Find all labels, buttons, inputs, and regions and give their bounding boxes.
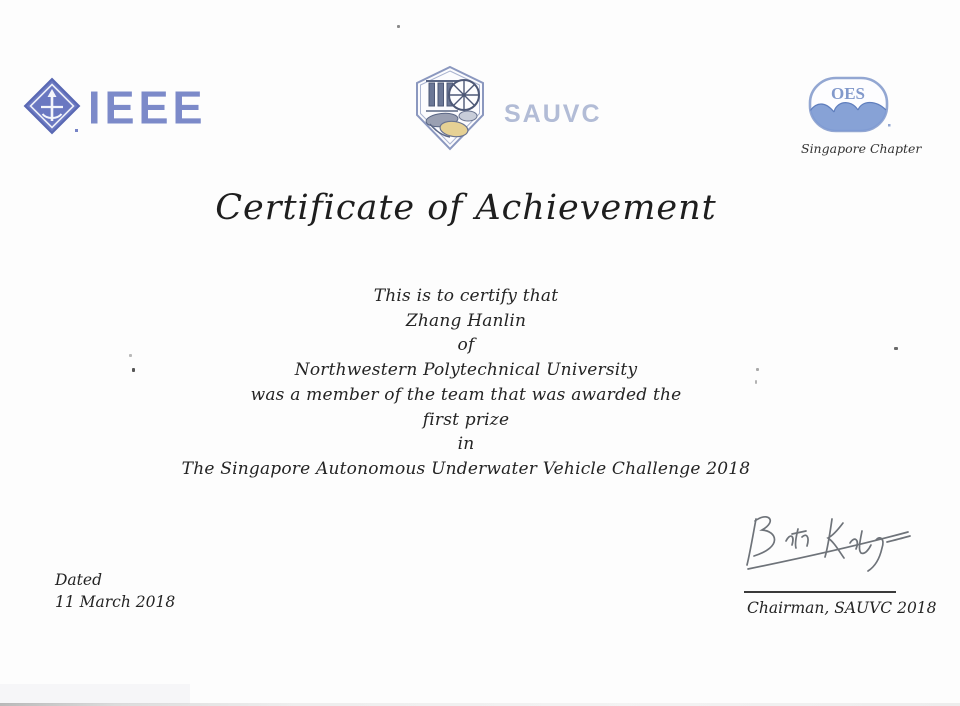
certificate-title: Certificate of Achievement [215, 188, 717, 228]
scan-speck [132, 368, 135, 372]
signatory-title: Chairman, SAUVC 2018 [747, 599, 937, 617]
signature-rule [744, 591, 896, 593]
body-line-recipient: Zhang Hanlin [405, 310, 527, 331]
sauvc-shield-icon [406, 62, 494, 154]
signature-icon [740, 503, 915, 589]
oes-waves-icon [806, 74, 892, 136]
scan-speck [894, 347, 898, 350]
oes-chapter-caption: Singapore Chapter [801, 141, 922, 156]
scan-speck [129, 354, 132, 357]
dated-value: 11 March 2018 [55, 592, 176, 611]
body-line-event: The Singapore Autonomous Underwater Vehicle Challenge 2018 [181, 458, 751, 479]
signature-block [740, 503, 915, 589]
oes-wordmark: OES [830, 84, 866, 103]
scan-speck [756, 368, 759, 371]
ieee-logo [22, 76, 207, 138]
body-line-of: of [457, 335, 475, 356]
sauvc-logo [406, 62, 602, 154]
scan-speck [397, 25, 400, 28]
scan-shade [0, 684, 190, 704]
ieee-wordmark: IEEE [88, 80, 207, 134]
sauvc-wordmark: SAUVC [504, 99, 602, 128]
dated-label: Dated [55, 571, 102, 589]
body-line-member: was a member of the team that was awarded the [250, 384, 682, 405]
body-line-university: Northwestern Polytechnical University [294, 360, 638, 381]
certificate-body [0, 284, 932, 482]
body-line-certify: This is to certify that [373, 286, 559, 306]
body-line-prize: first prize [422, 409, 510, 430]
ieee-diamond-icon [22, 76, 82, 138]
oes-logo [801, 74, 922, 156]
body-line-in: in [457, 434, 475, 455]
scan-speck [755, 380, 757, 384]
dated-block [55, 570, 175, 613]
